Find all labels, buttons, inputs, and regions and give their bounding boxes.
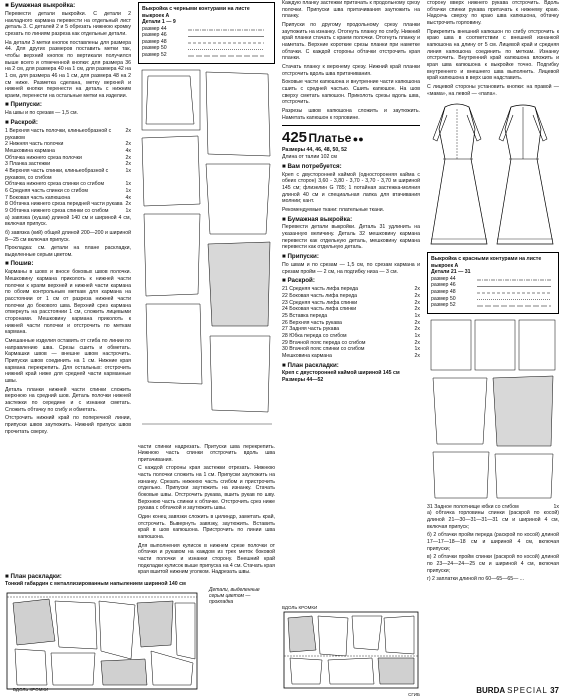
size-legend (142, 26, 271, 60)
list-item: 29 Втачной пояс переда со сгибом 2x (282, 339, 420, 346)
layout-diagram (282, 610, 420, 692)
layout-diagram (5, 589, 275, 699)
list-item: 9 Обтачка нижнего среза спинки со сгибом 1x (5, 207, 131, 214)
size-line-styles (186, 26, 266, 60)
paragraph: С каждой стороны края застежки отрезать. Нижнюю часть полочки сложить на 1 см. Припуски заутюжить на изнанку. Срезать нижнюю часть сгибом и пристрочить отдельно. Припуски заутюжить на изнанку. Стачать боковые швы. Отстрочить рукава, вшить рукав по шву. Верхнюю часть спинки к обтачке. Отстрочить срез ниже рукава с обтачкой и заутюжить швы. (138, 465, 275, 512)
paragraph: Рекомендуемые ткани: плательные ткани. (282, 206, 385, 213)
list-item: 1 Верхняя часть полочки, клиньеобразной с рукавом 2x (5, 128, 131, 141)
list-item: 23 Средняя часть лифа спинки 2x (282, 299, 420, 306)
difficulty-dots: ●● (352, 134, 364, 145)
size-label: размер 46 (142, 32, 167, 39)
paragraph: Припуски по другому продольному срезу планки заутюжить на изнанку. Отогнуть планку по сгибу. Нижний край планки стачать с краем полочки. Отогнуть планку и наметать. Верхние короткие срезы планки при наметке обтачки. С каждой стороны обтачки отстрочить края планки. (282, 21, 420, 62)
page-number: 37 (550, 686, 559, 695)
fabric-description: Креп с двусторонней каймой шириной 145 см (282, 370, 400, 377)
paragraph: Прикрепить внешний капюшон по сгибу отстрочить к краю шва в соответствии с внешней изнанкой капюшона на длину от 5 см. Лицевой край и средняя линия капюшона соединить по меткам. Изнанку отстрочить. Внутренний край капюшона вложить и края шва капюшона к выкройке точно. Подгибку внутреннего и внешнего шва выполнить. Лицевой край капюшона в верх шов надставить. (427, 28, 559, 82)
paragraph: Для выполнения кулисок в нижнем срезе полочки от обтачки и рукавом на каждом из трех меток боковой части полочки и изнанки сторону. Внешний край подкладки кулисок выше припуска на 4 см. Стачать края края вшитой нижним уголком. Надрезать швы. (138, 542, 275, 576)
list-item: 26 Верхняя часть рукава 2x (282, 319, 420, 326)
technical-drawing-dress (427, 314, 559, 504)
fabric-description: Тонкий габардин с металлизированным напылением шириной 140 см (5, 581, 186, 587)
model-sizes: Размеры 44, 46, 48, 50, 52 (282, 147, 347, 154)
layout-sizes: Размеры 44—52 (282, 377, 324, 384)
magazine-brand: BURDA (476, 686, 505, 695)
pattern-box (138, 2, 275, 64)
list-item: 8 Обтачка нижнего среза передней части рукава 2x (5, 201, 131, 208)
paragraph: Перевести детали выкройки. С детали 2 накладного кармана перевести на отдельный лист деталь 3. С деталей 2 и 5 обрезать нижнюю кромку срезать по линиям разреза как отдельные детали. (5, 10, 131, 37)
selvage-label: ВДОЛЬ КРОМКИ (282, 605, 318, 610)
size-label: размер 52 (142, 52, 167, 59)
pattern-box-subtitle: Детали 21 — 31 (431, 269, 471, 276)
model-title: Платье (308, 131, 352, 146)
heading-allowances: ■ Припуски: (282, 253, 420, 261)
paragraph: части спинки надрезать. Притуски шва перекрепить. Нижнюю часть спинки отстрочить вдоль шва притачивания. (138, 443, 275, 463)
column-4 (427, 0, 559, 585)
paragraph: в) 2 обтачки пройм спинки (раскрой по косой) длиной по 23—24—24—25 см и шириной 4 см, включая припуски; (427, 554, 559, 574)
paragraph: б) завязка (кий) общей длиной 200—200 и шириной 8—25 см включая припуск. (5, 229, 131, 243)
paragraph: а) завязка (кушак) длиной 140 см и шириной 4 см, включая припуск. (5, 214, 131, 228)
selvage-label: ВДОЛЬ КРОМКИ (13, 687, 49, 692)
magazine-edition: SPECIAL (507, 686, 548, 695)
paragraph: С лицевой стороны установить кнопки: на правой — «мама», на левой — «папа». (427, 83, 559, 97)
paragraph: На детали 3 метки кнопок поставлены для размера 44. Для других размеров поставить метки так, чтобы верхний кнопок по вертикали получился выше всего и отмеченной кнопки: для размера 36 на 2 см, для размера 40 на 1 см, для размера 42 на 1 см, для размера 46 на 1 см, для размера 48 на 2 см ниже. Разметка сделана, метку верхней и нижней кнопки перенести на деталь с нижним краем, перенести на остальные метки на изделии. (5, 39, 131, 99)
list-item: 3 Планка застежки 2x (5, 161, 131, 168)
paragraph: Отстрочить нижний край по поперечной линии, припуски швов заутюжить. Нижний припуск швов прочитать сверху. (5, 415, 131, 435)
paragraph: Креп с двусторонней каймой (односторонняя кайма с обеих сторон) 3,60 - 3,80 - 3,70 - 3,70 - 3,70 м шириной 145 см; флизелин G 785; 1 потайная застежка-молния длиной 40 см и специальная лапка для втачивания молнии; кант. (282, 171, 420, 205)
heading-sewing: ■ Пошив: (5, 260, 131, 268)
list-item: Мешковина кармана 4x (5, 147, 131, 154)
layout-plan-1 (5, 571, 275, 699)
size-label: размер 48 (142, 38, 167, 45)
list-item: 27 Задняя часть рукава 2x (282, 326, 420, 333)
list-item: 2 Нижняя часть полочки 2x (5, 141, 131, 148)
paragraph: Деталь планки нижней части спинки сложить верхнюю на средний шов. Деталь полочки нижней застежки по середине и с изнанки сметать. Сложить обтачку по сгибу и обметать. (5, 386, 131, 413)
paragraph: По швам и по срезам — 1,5 см, по срезам кармана и срезам пройм — 2 см, на подгибку низа — 3 см. (282, 262, 420, 275)
list-item: Обтачка нижнего среза спинки со сгибом 1x (5, 181, 131, 188)
heading-cutting: ■ Раскрой: (5, 119, 131, 127)
paragraph: Смешанные изделия оставить от сгиба по линии по направлению шва. Срезы сшить и обметать. Кармашки швов — внешне швом настрочить. Припуски швов соединить на 1 см. Нижние края кармана перекрепить. Для остальных: отстрочить нижний край ниже для средней части карманные швы. (5, 337, 131, 384)
list-item: 21 Средняя часть лифа переда 2x (282, 286, 420, 293)
heading-paper-pattern: ■ Бумажная выкройка: (5, 2, 131, 10)
list-item: 28 Юбка переда со сгибом 1x (282, 332, 420, 339)
heading-layout-plan: ■ План раскладки: (5, 573, 275, 580)
model-number: 425 (282, 129, 308, 147)
column-1 (5, 0, 131, 437)
list-item: 22 Боковая часть лифа переда 2x (282, 292, 420, 299)
paragraph: г) 2 заплатки длиной по 60—65—65— ... (427, 576, 525, 583)
list-item: 6 Средняя часть спинки со сгибом 1x (5, 187, 131, 194)
pattern-box-title: Выкройка с красными контурами на листе выкроек А (431, 256, 542, 269)
size-label: размер 50 (431, 295, 456, 302)
list-item: 25 Вставка переда 1x (282, 312, 420, 319)
column-2 (138, 0, 275, 578)
heading-cutting: ■ Раскрой: (282, 277, 420, 285)
size-label: размер 44 (431, 275, 456, 282)
list-item: Обтачка нижнего среза полочки 2x (5, 154, 131, 161)
list-item: Мешковина кармана 2x (282, 352, 420, 359)
paragraph: Карманы в шовх и вносе боковых швов полочки. Мешковину кармана приколоть к нижней части полочки к краям верхней и нижней части кармана по обоим контрольным меткам для кармана на расстоянии от 1 см от разреза нижней части полочки до бокового шва. Верхний срез кармана отвернуть на расстоянии 1 см, сложить лицевыми сторонами. Мешковину кармана приколоть к нижней части полочки и отстрочить по меткам кармана. (5, 269, 131, 336)
paragraph: На швы и по срезам — 1,5 см. (5, 110, 79, 117)
cutting-list (5, 128, 131, 215)
list-item: 24 Боковая часть лифа спинки 2x (282, 306, 420, 313)
size-label: размер 52 (431, 302, 456, 309)
paragraph: б) 2 обтачки пройм переда (раскрой по косой) длиной 17—17—18—18 см и шириной 4 см, включая припуски; (427, 532, 559, 552)
pattern-box-title: Выкройка с черными контурами на листе выкроек А (142, 6, 250, 19)
heading-layout-plan: ■ План раскладки: (282, 362, 420, 370)
cutting-list (282, 286, 420, 359)
size-legend (431, 276, 555, 310)
column-3 (282, 0, 420, 384)
pattern-box-subtitle: Детали 1 — 9 (142, 19, 176, 25)
size-line-styles (475, 276, 553, 310)
paragraph: а) обтачка горловины спинки (раскрой по косой) длиной 21—30—31—31—31 см и шириной 4 см, включая припуск; (427, 510, 559, 530)
paragraph: Стачать планку к верхнему срезу. Нижний край планки отстрочить вдоль шва притачивания. (282, 63, 420, 77)
dress-sketch (427, 99, 559, 249)
size-label: размер 50 (142, 45, 167, 52)
paragraph: Боковые части капюшона и внутренние части капюшона сшить с средней частью. Сшить капюшон. На шов сверху сметать капюшон. Приколоть срезы вдоль шва, отстрочить. (282, 79, 420, 106)
size-label: размер 48 (431, 289, 456, 295)
fold-label: СГИБ (408, 692, 420, 697)
model-length: Длина от талии 102 см (282, 154, 337, 160)
paragraph: Один конец завязки сложить в цилиндр, заметать край, отстрочить. Вывернуть завязку, заутюжить. Вставить край в шов капюшона. Пристрочить по линии шва капюшона. (138, 514, 275, 541)
model-header (282, 125, 420, 147)
paragraph: сторону вверх нижнего рукава отстрочить. Вдоль обтачки спинки рукава притачать к нижнему краю. Надсечь сверху по краю шва капюшона, обтачку выстрочить горловину. (427, 0, 559, 26)
pattern-box (427, 252, 559, 314)
paragraph: Прокладка: см. детали на плане раскладки, выделенные серым цветом. (5, 245, 131, 258)
list-item: 7 Боковая часть капюшона 4x (5, 194, 131, 201)
list-item: 4 Верхняя часть спинки, клиньеобразной с рукавом, со сгибом 1x (5, 167, 131, 181)
layout-note: Детали, выделенные серым цветом — прокладка (209, 587, 260, 605)
page-footer (476, 686, 559, 695)
size-label: размер 44 (142, 25, 167, 32)
technical-drawing-jacket (138, 64, 275, 444)
heading-allowances: ■ Припуски: (5, 101, 131, 109)
heading-materials: ■ Вам потребуется: (282, 163, 420, 171)
paragraph: Каждую планку застежки притачать к продольному срезу полочки. Припуски шва притачивания заутюжить на планку. (282, 0, 420, 20)
layout-plan-2 (282, 605, 420, 697)
heading-paper-pattern: ■ Бумажная выкройка: (282, 216, 420, 224)
size-label: размер 46 (431, 282, 456, 289)
list-item: 31 Задное полотнище юбки со сгибом 1x (427, 503, 559, 510)
paragraph: Разрезы швов капюшона сложить и заутюжить. Наметать капюшон к горловине. (282, 107, 420, 121)
list-item: 30 Втачной пояс спинки со сгибом 1x (282, 346, 420, 353)
paragraph: Перевести детали выкройки. Деталь 31 удлинить на указанную величину. Деталь 32 мешковину кармана перевести как отдельную деталь, мешковину кармана перевести как отдельную деталь. (282, 224, 420, 251)
